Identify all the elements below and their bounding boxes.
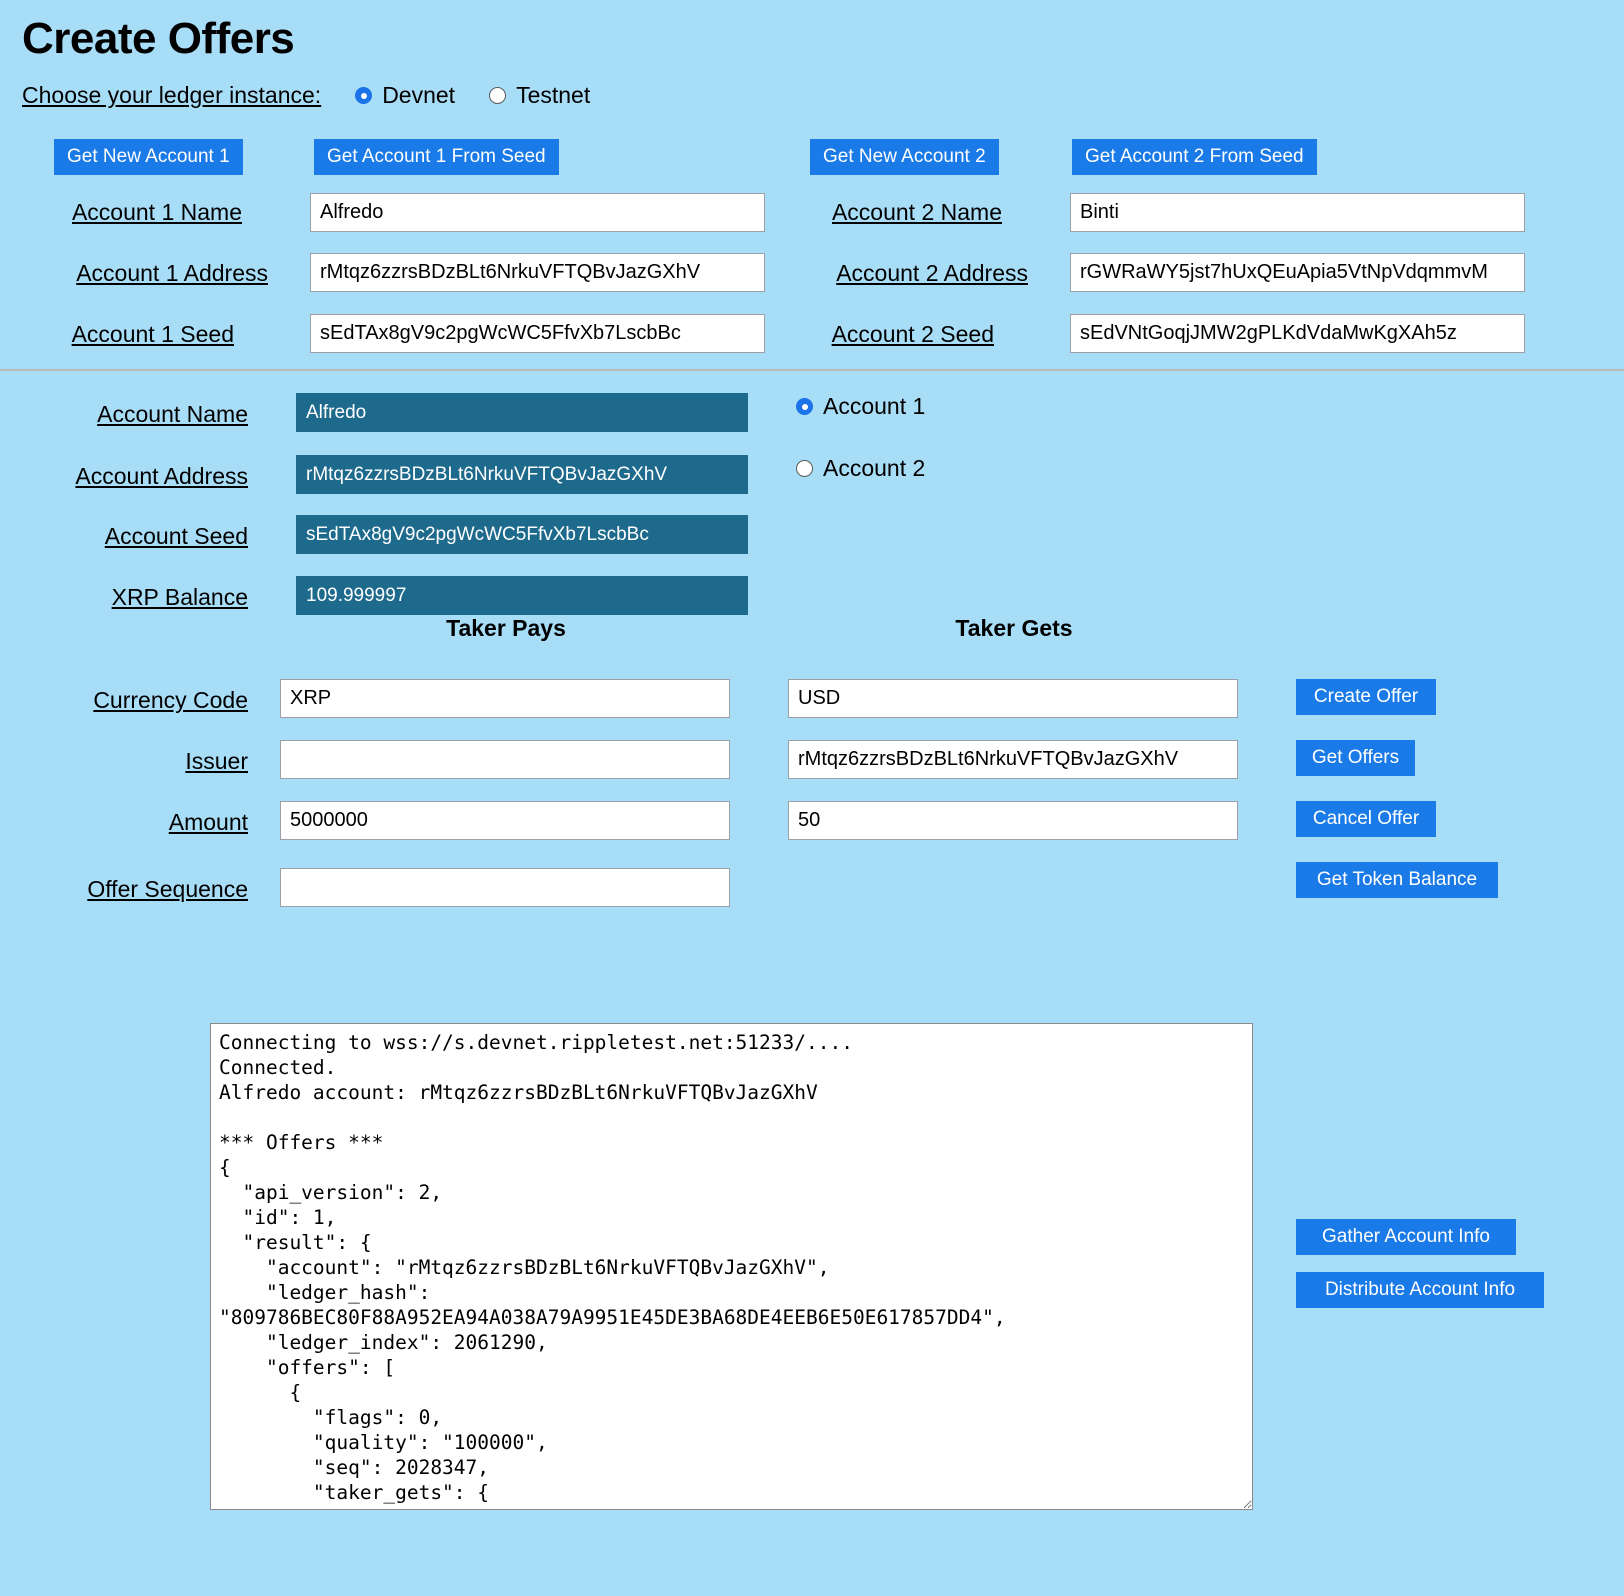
get-offers-button[interactable]: Get Offers [1296, 740, 1415, 776]
account-1-address-label: Account 1 Address [76, 260, 268, 286]
taker-pays-amount-input[interactable] [280, 801, 730, 840]
account-2-name-label: Account 2 Name [831, 199, 1002, 225]
offer-sequence-label: Offer Sequence [87, 876, 248, 902]
account-address-display[interactable] [296, 455, 748, 494]
taker-pays-currency-input[interactable] [280, 679, 730, 718]
log-output-textarea[interactable] [210, 1023, 1253, 1510]
devnet-label: Devnet [382, 82, 456, 108]
taker-pays-issuer-input[interactable] [280, 740, 730, 779]
account-1-radio[interactable] [796, 398, 813, 415]
offer-form-section [0, 615, 1624, 902]
taker-pays-header: Taker Pays [446, 615, 566, 641]
account-seed-display[interactable] [296, 515, 748, 554]
taker-gets-amount-input[interactable] [788, 801, 1238, 840]
taker-gets-issuer-input[interactable] [788, 740, 1238, 779]
account-2-radio-label: Account 2 [823, 455, 926, 481]
get-new-account-1-button[interactable]: Get New Account 1 [54, 139, 243, 175]
select-account-2-radio-group[interactable] [796, 455, 925, 482]
amount-label: Amount [168, 809, 248, 835]
account-1-seed-label: Account 1 Seed [71, 321, 234, 347]
ledger-instance-row [22, 82, 1624, 109]
get-account-2-from-seed-button[interactable]: Get Account 2 From Seed [1072, 139, 1317, 175]
testnet-label: Testnet [516, 82, 591, 108]
account-1-name-input[interactable] [310, 193, 765, 232]
select-account-1-radio-group[interactable] [796, 393, 925, 420]
ledger-option-devnet[interactable] [355, 82, 455, 109]
page-title: Create Offers [22, 14, 295, 63]
account-name-display[interactable] [296, 393, 748, 432]
xrp-balance-display[interactable] [296, 576, 748, 615]
ledger-instance-label: Choose your ledger instance: [22, 82, 322, 108]
account-address-label: Account Address [75, 463, 248, 489]
account-2-radio[interactable] [796, 460, 813, 477]
account-2-address-input[interactable] [1070, 253, 1525, 292]
account-2-name-input[interactable] [1070, 193, 1525, 232]
cancel-offer-button[interactable]: Cancel Offer [1296, 801, 1436, 837]
account-2-address-label: Account 2 Address [836, 260, 1028, 286]
gather-account-info-button[interactable]: Gather Account Info [1296, 1219, 1516, 1255]
get-token-balance-button[interactable]: Get Token Balance [1296, 862, 1498, 898]
xrp-balance-label: XRP Balance [111, 584, 248, 610]
create-offer-button[interactable]: Create Offer [1296, 679, 1436, 715]
offer-sequence-input[interactable] [280, 868, 730, 907]
accounts-section [0, 131, 1624, 361]
account-1-radio-label: Account 1 [823, 393, 926, 419]
account-seed-label: Account Seed [104, 523, 248, 549]
selected-account-section [0, 371, 1624, 623]
account-name-label: Account Name [97, 401, 248, 427]
issuer-label: Issuer [185, 748, 248, 774]
ledger-option-testnet[interactable] [489, 82, 590, 109]
account-1-address-input[interactable] [310, 253, 765, 292]
account-1-name-label: Account 1 Name [71, 199, 242, 225]
account-1-seed-input[interactable] [310, 314, 765, 353]
get-account-1-from-seed-button[interactable]: Get Account 1 From Seed [314, 139, 559, 175]
distribute-account-info-button[interactable]: Distribute Account Info [1296, 1272, 1544, 1308]
currency-code-label: Currency Code [93, 687, 248, 713]
devnet-radio[interactable] [355, 87, 372, 104]
taker-gets-header: Taker Gets [955, 615, 1073, 641]
taker-gets-currency-input[interactable] [788, 679, 1238, 718]
get-new-account-2-button[interactable]: Get New Account 2 [810, 139, 999, 175]
account-2-seed-label: Account 2 Seed [831, 321, 994, 347]
testnet-radio[interactable] [489, 87, 506, 104]
account-2-seed-input[interactable] [1070, 314, 1525, 353]
create-offers-page [0, 14, 1624, 1596]
